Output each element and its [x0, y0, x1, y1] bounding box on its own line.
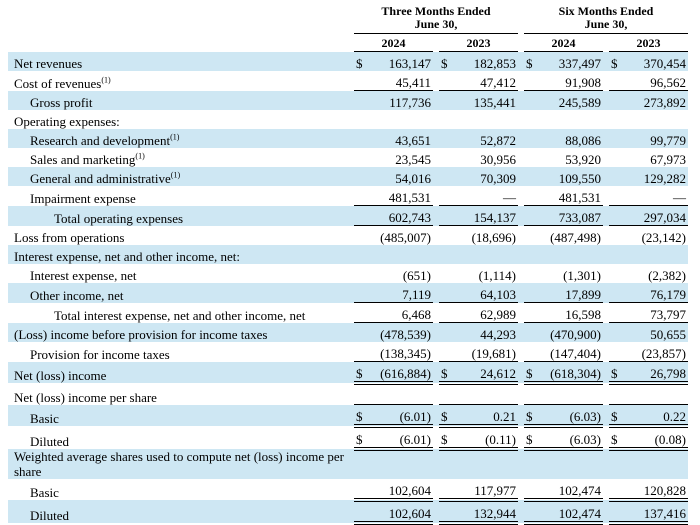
row-label-text: (Loss) income before provision for income taxes: [14, 327, 268, 342]
currency-cell: [439, 479, 456, 500]
currency-cell: [524, 383, 541, 405]
currency-cell: [524, 186, 541, 206]
value-cell: [626, 110, 688, 129]
table-row: [8, 129, 688, 148]
currency-cell: [609, 110, 626, 129]
currency-cell: [354, 71, 371, 91]
value-cell: (19,681): [456, 342, 518, 362]
currency-cell: [354, 186, 371, 206]
row-label-text: Interest expense, net: [30, 268, 137, 283]
table-row: [8, 283, 688, 303]
row-label-text: Basic: [30, 485, 59, 500]
value-cell: (6.01): [371, 426, 433, 449]
value-cell: (470,900): [541, 323, 603, 343]
value-cell: —: [626, 186, 688, 206]
value-cell: 109,550: [541, 167, 603, 186]
value-cell: (651): [402, 268, 431, 283]
value-cell: 135,441: [456, 91, 518, 111]
currency-cell: [524, 129, 541, 148]
table-header: [8, 5, 688, 52]
table-row: [8, 383, 688, 405]
currency-cell: [354, 283, 371, 303]
table-row: [8, 148, 688, 167]
currency-cell: [439, 323, 456, 343]
period-header-six-months: [524, 5, 688, 34]
year-header: 2023: [439, 34, 518, 52]
row-label: [8, 226, 354, 246]
value-cell: 45,411: [371, 71, 433, 91]
value-cell: 337,497: [541, 52, 603, 72]
value-cell: [371, 245, 433, 264]
currency-cell: [439, 283, 456, 303]
currency-cell: $: [439, 405, 456, 427]
currency-cell: $: [609, 52, 626, 72]
row-label: [8, 323, 354, 343]
currency-cell: [609, 264, 626, 283]
income-statement-table: [8, 5, 688, 525]
value-cell: 16,598: [541, 303, 603, 323]
label-column-header: [8, 5, 354, 34]
row-label-text: Net (loss) income: [14, 368, 107, 383]
currency-cell: [439, 303, 456, 323]
currency-cell: [439, 206, 456, 226]
currency-cell: [524, 264, 541, 283]
currency-cell: [609, 383, 626, 405]
value-cell: 132,944: [456, 500, 518, 523]
footnote-marker: (1): [170, 170, 181, 180]
year-header: 2023: [609, 34, 688, 52]
value-cell: (23,142): [641, 230, 687, 245]
value-cell: 602,743: [371, 206, 433, 226]
row-label: [8, 129, 354, 148]
value-cell: 0.21: [456, 405, 518, 427]
row-label: [8, 303, 354, 323]
row-label: [8, 167, 354, 186]
period-header-three-months: [354, 5, 518, 34]
row-label: [8, 91, 354, 111]
currency-cell: $: [354, 405, 371, 427]
currency-cell: [354, 148, 371, 167]
table-row: [8, 449, 688, 479]
currency-cell: [524, 245, 541, 264]
value-cell: (478,539): [371, 323, 433, 343]
currency-cell: [609, 226, 626, 246]
currency-cell: [609, 479, 626, 500]
table-row: [8, 206, 688, 226]
currency-cell: [609, 91, 626, 111]
year-header: 2024: [354, 34, 433, 52]
row-label-text: Gross profit: [30, 95, 93, 110]
value-cell: (6.03): [541, 426, 603, 449]
table-row: [8, 110, 688, 129]
currency-cell: [609, 449, 626, 479]
value-cell: 297,034: [626, 206, 688, 226]
value-cell: 96,562: [626, 71, 688, 91]
value-cell: 54,016: [371, 167, 433, 186]
table-row: [8, 426, 688, 449]
table-row: [8, 264, 688, 283]
currency-cell: [439, 264, 456, 283]
table-row: [8, 479, 688, 500]
row-label: [8, 52, 354, 72]
value-cell: [456, 245, 518, 264]
value-cell: 120,828: [626, 479, 688, 500]
table-row: [8, 186, 688, 206]
table-row: [8, 500, 688, 523]
currency-cell: [524, 110, 541, 129]
value-cell: 733,087: [541, 206, 603, 226]
year-header-row: [8, 34, 688, 52]
currency-cell: [609, 245, 626, 264]
currency-cell: [354, 500, 371, 523]
value-cell: 44,293: [456, 323, 518, 343]
value-cell: 17,899: [541, 283, 603, 303]
currency-cell: [439, 342, 456, 362]
value-cell: 47,412: [456, 71, 518, 91]
currency-cell: [354, 383, 371, 405]
currency-cell: [609, 323, 626, 343]
currency-cell: [439, 449, 456, 479]
currency-cell: $: [524, 362, 541, 384]
value-cell: (6.01): [371, 405, 433, 427]
value-cell: 91,908: [541, 71, 603, 91]
value-cell: —: [456, 186, 518, 206]
value-cell: 273,892: [626, 91, 688, 111]
row-label: [8, 362, 354, 384]
currency-cell: [354, 449, 371, 479]
row-label-text: Net revenues: [14, 56, 83, 71]
table-body: [8, 52, 688, 524]
currency-cell: [524, 342, 541, 362]
value-cell: 23,545: [395, 152, 431, 167]
table-row: [8, 405, 688, 427]
currency-cell: [609, 71, 626, 91]
value-cell: 481,531: [541, 186, 603, 206]
value-cell: (23,857): [626, 342, 688, 362]
period-title-line2: June 30,: [414, 17, 458, 31]
row-label: [8, 500, 354, 523]
value-cell: 102,604: [371, 500, 433, 523]
value-cell: 137,416: [626, 500, 688, 523]
row-label: [8, 110, 354, 129]
currency-cell: $: [609, 405, 626, 427]
row-label: [8, 71, 354, 91]
currency-cell: [609, 148, 626, 167]
table-row: [8, 245, 688, 264]
value-cell: (147,404): [541, 342, 603, 362]
currency-cell: [609, 303, 626, 323]
value-cell: [626, 245, 688, 264]
currency-cell: [354, 323, 371, 343]
value-cell: [541, 449, 603, 479]
value-cell: 88,086: [541, 129, 603, 148]
value-cell: 102,604: [371, 479, 433, 500]
period-header-row: [8, 5, 688, 34]
currency-cell: [524, 479, 541, 500]
row-label-text: Sales and marketing: [30, 152, 136, 167]
value-cell: 53,920: [565, 152, 601, 167]
row-label-text: Diluted: [30, 434, 69, 449]
currency-cell: [439, 500, 456, 523]
value-cell: 154,137: [456, 206, 518, 226]
value-cell: [626, 449, 688, 479]
currency-cell: [439, 226, 456, 246]
label-column-header: [8, 34, 354, 52]
table-row: [8, 71, 688, 91]
row-label-text: Total operating expenses: [54, 210, 184, 226]
currency-cell: [524, 323, 541, 343]
row-label: [8, 405, 354, 427]
value-cell: 370,454: [626, 52, 688, 72]
row-label: [8, 383, 354, 405]
currency-cell: [354, 226, 371, 246]
currency-cell: $: [524, 405, 541, 427]
value-cell: 26,798: [626, 362, 688, 384]
value-cell: 50,655: [626, 323, 688, 343]
value-cell: 245,589: [541, 91, 603, 111]
currency-cell: [524, 449, 541, 479]
currency-cell: [524, 500, 541, 523]
value-cell: 70,309: [456, 167, 518, 186]
table-row: [8, 323, 688, 343]
table-row: [8, 303, 688, 323]
value-cell: 481,531: [371, 186, 433, 206]
currency-cell: [439, 129, 456, 148]
currency-cell: [609, 206, 626, 226]
currency-cell: [439, 245, 456, 264]
row-label-text: Total interest expense, net and other income, net: [54, 307, 306, 323]
currency-cell: $: [439, 52, 456, 72]
period-title-line1: Six Months Ended: [558, 4, 654, 18]
value-cell: (138,345): [371, 342, 433, 362]
currency-cell: $: [609, 362, 626, 384]
value-cell: 7,119: [371, 283, 433, 303]
table-row: [8, 342, 688, 362]
value-cell: (618,304): [541, 362, 603, 384]
row-label-text: Cost of revenues: [14, 75, 102, 91]
currency-cell: [354, 167, 371, 186]
value-cell: [456, 110, 518, 129]
currency-cell: $: [354, 52, 371, 72]
currency-cell: [524, 91, 541, 111]
footnote-marker: (1): [135, 151, 145, 161]
period-title-line1: Three Months Ended: [381, 4, 491, 18]
value-cell: (0.11): [456, 426, 518, 449]
value-cell: 6,468: [371, 303, 433, 323]
currency-cell: [524, 226, 541, 246]
row-label-text: Operating expenses:: [14, 114, 120, 129]
currency-cell: $: [439, 362, 456, 384]
currency-cell: [609, 342, 626, 362]
value-cell: [371, 383, 433, 405]
row-label-text: Impairment expense: [30, 190, 136, 206]
value-cell: 117,977: [456, 479, 518, 500]
value-cell: (485,007): [380, 230, 431, 245]
value-cell: 73,797: [626, 303, 688, 323]
value-cell: (0.08): [626, 426, 688, 449]
currency-cell: [354, 479, 371, 500]
year-header: 2024: [524, 34, 603, 52]
table-row: [8, 362, 688, 384]
value-cell: 64,103: [456, 283, 518, 303]
currency-cell: [609, 283, 626, 303]
value-cell: [371, 449, 433, 479]
currency-cell: $: [609, 426, 626, 449]
value-cell: 67,973: [650, 152, 687, 167]
currency-cell: [524, 283, 541, 303]
currency-cell: [354, 110, 371, 129]
currency-cell: [354, 342, 371, 362]
currency-cell: $: [354, 426, 371, 449]
value-cell: (6.03): [541, 405, 603, 427]
row-label-text: Other income, net: [30, 287, 124, 303]
row-label: [8, 186, 354, 206]
row-label: [8, 245, 354, 264]
value-cell: (616,884): [371, 362, 433, 384]
value-cell: [541, 110, 603, 129]
row-label: [8, 449, 354, 479]
currency-cell: [609, 500, 626, 523]
row-label-text: Interest expense, net and other income, net:: [14, 249, 240, 264]
currency-cell: [439, 110, 456, 129]
currency-cell: [354, 91, 371, 111]
currency-cell: [524, 71, 541, 91]
value-cell: [541, 383, 603, 405]
value-cell: [541, 245, 603, 264]
row-label: [8, 479, 354, 500]
value-cell: 62,989: [456, 303, 518, 323]
value-cell: (1,114): [478, 268, 516, 283]
value-cell: 102,474: [541, 479, 603, 500]
currency-cell: [439, 167, 456, 186]
row-label-text: General and administrative: [30, 171, 171, 186]
value-cell: (487,498): [550, 230, 601, 245]
row-label: [8, 283, 354, 303]
row-label: [8, 342, 354, 362]
value-cell: 24,612: [456, 362, 518, 384]
currency-cell: [354, 264, 371, 283]
currency-cell: [354, 206, 371, 226]
currency-cell: [524, 303, 541, 323]
currency-cell: [354, 245, 371, 264]
currency-cell: [354, 129, 371, 148]
value-cell: [626, 383, 688, 405]
value-cell: (1,301): [563, 268, 601, 283]
currency-cell: [439, 148, 456, 167]
value-cell: (2,382): [648, 268, 687, 283]
currency-cell: [354, 303, 371, 323]
value-cell: [456, 383, 518, 405]
footnote-marker: (1): [101, 75, 111, 85]
currency-cell: $: [354, 362, 371, 384]
row-label: [8, 206, 354, 226]
row-label-text: Loss from operations: [14, 230, 125, 245]
value-cell: 76,179: [626, 283, 688, 303]
value-cell: 30,956: [480, 152, 516, 167]
value-cell: [456, 449, 518, 479]
value-cell: [371, 110, 433, 129]
table-row: [8, 167, 688, 186]
row-label-text: Basic: [30, 411, 59, 426]
currency-cell: $: [524, 52, 541, 72]
footnote-marker: (1): [170, 132, 180, 142]
table-row: [8, 91, 688, 111]
row-label-text: Provision for income taxes: [30, 346, 170, 362]
row-label-text: Research and development: [30, 133, 171, 148]
currency-cell: [439, 186, 456, 206]
currency-cell: [609, 186, 626, 206]
row-label-text: Net (loss) income per share: [14, 389, 157, 405]
currency-cell: [524, 206, 541, 226]
value-cell: 117,736: [371, 91, 433, 111]
currency-cell: [524, 167, 541, 186]
row-label: [8, 148, 354, 167]
row-label: [8, 264, 354, 283]
value-cell: (18,696): [471, 230, 516, 245]
currency-cell: $: [439, 426, 456, 449]
currency-cell: [609, 129, 626, 148]
currency-cell: [524, 148, 541, 167]
value-cell: 182,853: [456, 52, 518, 72]
value-cell: 129,282: [626, 167, 688, 186]
value-cell: 99,779: [626, 129, 688, 148]
currency-cell: [439, 91, 456, 111]
table-row: [8, 52, 688, 72]
currency-cell: [439, 383, 456, 405]
currency-cell: [609, 167, 626, 186]
value-cell: 43,651: [371, 129, 433, 148]
period-title-line2: June 30,: [584, 17, 628, 31]
value-cell: 102,474: [541, 500, 603, 523]
value-cell: 163,147: [371, 52, 433, 72]
value-cell: 0.22: [626, 405, 688, 427]
row-label: [8, 426, 354, 449]
row-label-text: Weighted average shares used to compute net (loss) income per share: [14, 449, 344, 479]
table-row: [8, 226, 688, 246]
row-label-text: Diluted: [30, 508, 69, 523]
value-cell: 52,872: [456, 129, 518, 148]
currency-cell: $: [524, 426, 541, 449]
currency-cell: [439, 71, 456, 91]
